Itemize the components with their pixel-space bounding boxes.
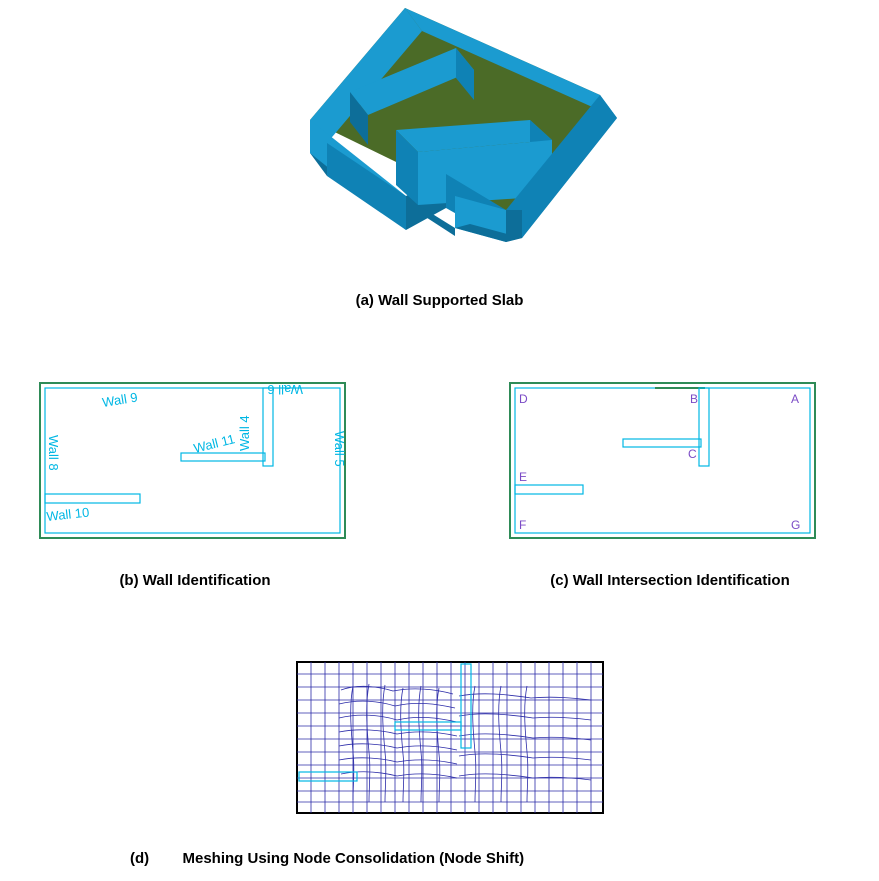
wall-right-edge xyxy=(506,210,522,242)
label-wall-8: Wall 8 xyxy=(46,435,61,471)
label-wall-11: Wall 11 xyxy=(192,431,237,456)
label-wall-6: Wall 6 xyxy=(267,382,303,397)
label-wall-10: Wall 10 xyxy=(45,504,90,524)
label-wall-4: Wall 4 xyxy=(237,415,252,451)
label-node-g: G xyxy=(791,518,801,532)
label-node-f: F xyxy=(519,518,527,532)
panel-c-wall-intersection-identification xyxy=(505,375,825,550)
label-wall-9: Wall 9 xyxy=(101,389,139,410)
caption-d: (d) Meshing Using Node Consolidation (Node Shift) xyxy=(130,850,525,867)
label-wall-5: Wall 5 xyxy=(332,431,347,467)
label-node-d: D xyxy=(519,392,528,406)
caption-c: (c) Wall Intersection Identification xyxy=(550,572,790,589)
label-node-b: B xyxy=(690,392,699,406)
wall-identification-plan xyxy=(35,375,355,550)
wall-interior-horizontal xyxy=(181,453,265,461)
label-node-a: A xyxy=(791,392,800,406)
label-node-c: C xyxy=(688,447,697,461)
wall-lower-left xyxy=(45,494,140,503)
wall-inner-outline xyxy=(515,388,810,533)
panel-b-wall-identification xyxy=(35,375,355,550)
wall-interior-vertical xyxy=(699,388,709,466)
panel-a-wall-supported-slab xyxy=(200,0,680,275)
mesh-plan xyxy=(295,660,605,815)
wall-intersection-plan xyxy=(505,375,825,550)
slab-outline xyxy=(510,383,815,538)
caption-a: (a) Wall Supported Slab xyxy=(355,292,524,309)
wall-supported-slab-3d xyxy=(200,0,680,275)
label-node-e: E xyxy=(519,470,528,484)
caption-b: (b) Wall Identification xyxy=(119,572,271,589)
panel-d-meshing xyxy=(295,660,605,815)
wall-interior-horizontal xyxy=(623,439,701,447)
wall-lower-left xyxy=(515,485,583,494)
